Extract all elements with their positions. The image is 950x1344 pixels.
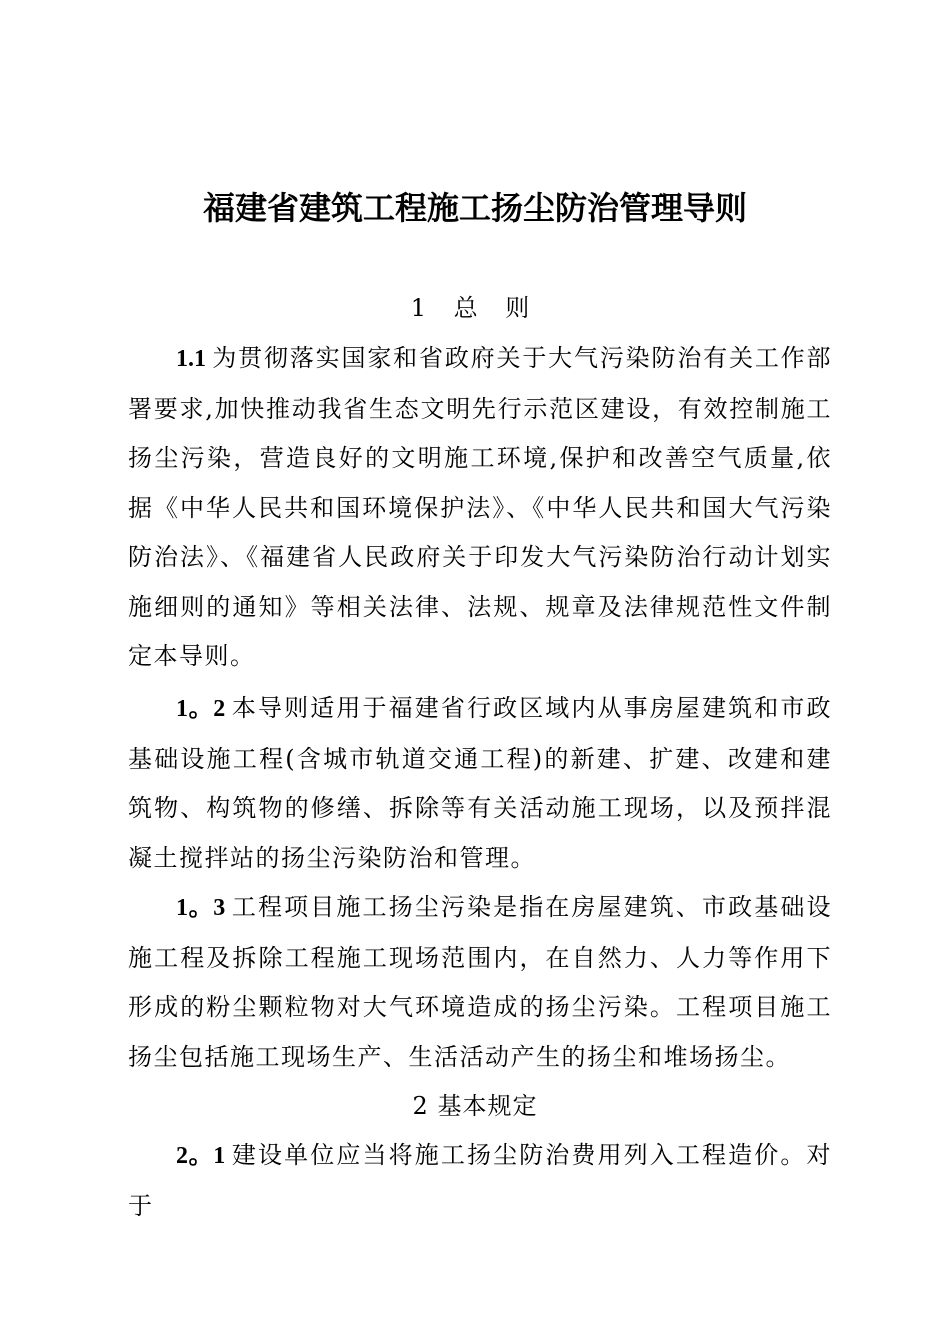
clause-text: 建设单位应当将施工扬尘防治费用列入工程造价。对于 (128, 1141, 833, 1220)
paragraph-1-1 (128, 334, 832, 682)
paragraph-1-2 (128, 684, 832, 883)
clause-text: 本导则适用于福建省行政区域内从事房屋建筑和市政基础设施工程(含城市轨道交通工程)的新建、扩建、改建和建筑物、构筑物的修缮、拆除等有关活动施工现场，以及预拌混凝土搅拌站的扬尘污染防治和管理。 (128, 694, 833, 872)
clause-number: 2。1 (176, 1143, 226, 1169)
paragraph-1-3 (128, 883, 832, 1082)
section-heading-general: 1 总 则 (410, 294, 540, 322)
clause-text: 为贯彻落实国家和省政府关于大气污染防治有关工作部署要求,加快推动我省生态文明先行示范区建设，有效控制施工扬尘污染，营造良好的文明施工环境,保护和改善空气质量,依据《中华人民共和国环境保护法》、《中华人民共和国大气污染防治法》、《福建省人民政府关于印发大气污染防治行动计划实施细则的通知》等相关法律、法规、规章及法律规范性文件制定本导则。 (128, 344, 832, 670)
clause-text: 工程项目施工扬尘污染是指在房屋建筑、市政基础设施工程及拆除工程施工现场范围内，在自然力、人力等作用下形成的粉尘颗粒物对大气环境造成的扬尘污染。工程项目施工扬尘包括施工现场生产、生活活动产生的扬尘和堆场扬尘。 (128, 893, 833, 1071)
clause-number: 1.1 (176, 346, 206, 372)
clause-number: 1。2 (176, 696, 226, 722)
section-heading-basic-provisions: 2 基本规定 (412, 1092, 538, 1120)
clause-number: 1。3 (176, 895, 226, 921)
document-title: 福建省建筑工程施工扬尘防治管理导则 (202, 189, 747, 227)
paragraph-2-1 (128, 1131, 832, 1231)
